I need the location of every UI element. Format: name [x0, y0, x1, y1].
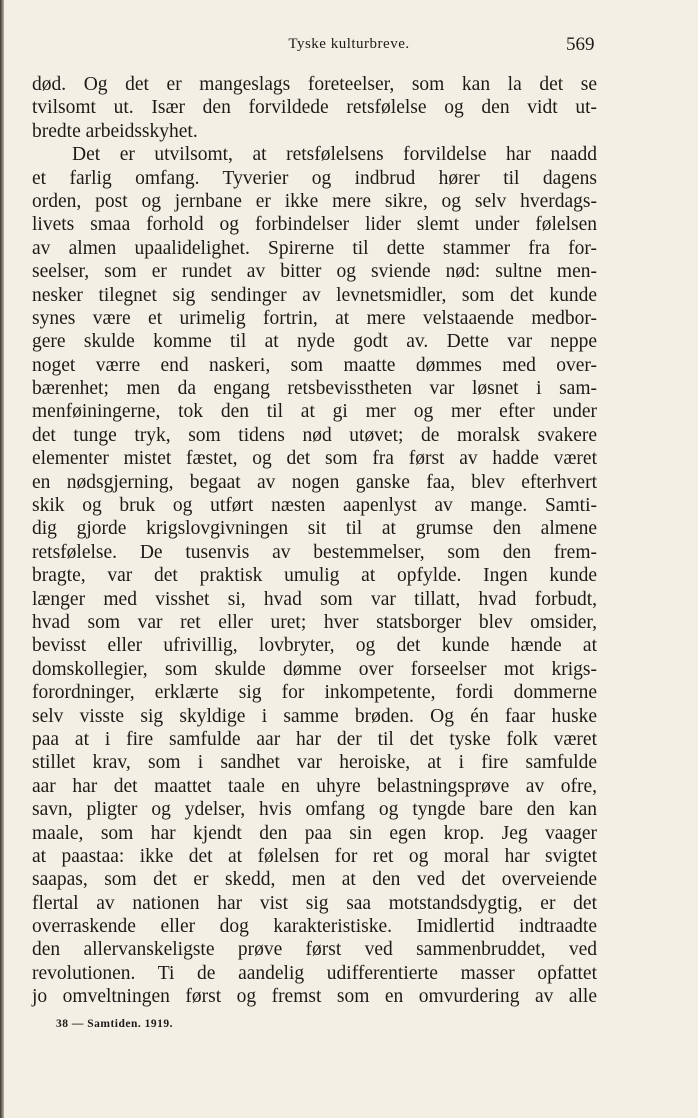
- text-line: nesker tilegnet sig sendinger av levnetsmidler, som det kunde: [32, 284, 597, 306]
- text-line: bærenhet; men da engang retsbevisstheten var løsnet i sam-: [32, 378, 597, 400]
- text-line: en nødsgjerning, begaat av nogen ganske faa, blev efterhvert: [32, 471, 597, 493]
- text-line: revolutionen. Ti de aandelig udifferentierte masser opfattet: [32, 962, 597, 984]
- text-line: længer med visshet si, hvad som var tillatt, hvad forbudt,: [32, 588, 597, 610]
- text-line: noget værre end naskeri, som maatte dømmes med over-: [32, 354, 597, 376]
- text-line: død. Og det er mangeslags foreteelser, som kan la det se: [32, 74, 597, 95]
- text-line: forordninger, erklærte sig for inkompetente, fordi dommerne: [32, 682, 597, 704]
- text-line: hvad som var ret eller uret; hver statsborger blev omsider,: [32, 611, 597, 633]
- text-line: retsfølelse. De tusenvis av bestemmelser, som den frem-: [32, 541, 597, 563]
- text-line: et farlig omfang. Tyverier og indbrud hører til dagens: [32, 167, 597, 189]
- text-line: livets smaa forhold og forbindelser lider slemt under følelsen: [32, 214, 597, 236]
- text-line: av almen upaalidelighet. Spirerne til dette stammer fra for-: [32, 237, 597, 259]
- text-line: savn, pligter og ydelser, hvis omfang og tyngde bare den kan: [32, 799, 597, 821]
- text-line: bevisst eller ufrivillig, lovbryter, og det kunde hænde at: [32, 635, 597, 657]
- text-line: aar har det maattet taale en uhyre belastningsprøve av ofre,: [32, 775, 597, 797]
- text-line: orden, post og jernbane er ikke mere sikre, og selv hverdags-: [32, 190, 597, 212]
- text-line: det tunge tryk, som tidens nød utøvet; de moralsk svakere: [32, 424, 597, 446]
- running-header-title: Tyske kulturbreve.: [288, 36, 410, 52]
- body-text: [32, 73, 597, 1009]
- text-line: stillet krav, som i sandhet var heroiske, at i fire samfulde: [32, 752, 597, 774]
- text-line: maale, som har kjendt den paa sin egen krop. Jeg vaager: [32, 822, 597, 844]
- text-line: flertal av nationen har vist sig saa motstandsdygtig, er det: [32, 892, 597, 914]
- text-line: tvilsomt ut. Især den forvildede retsfølelse og den vidt ut-: [32, 97, 597, 119]
- signature-mark: 38 — Samtiden. 1919.: [56, 1018, 174, 1030]
- text-line: menføiningerne, tok den til at gi mer og mer efter under: [32, 401, 597, 423]
- text-line: selv visste sig skyldige i samme brøden. Og én faar huske: [32, 705, 597, 727]
- text-line: domskollegier, som skulde dømme over forseelser mot krigs-: [32, 658, 597, 680]
- text-line: skik og bruk og utført næsten aapenlyst av mange. Samti-: [32, 495, 597, 517]
- text-line: bragte, var det praktisk umulig at opfylde. Ingen kunde: [32, 565, 597, 587]
- text-line: gere skulde komme til at nyde godt av. Dette var neppe: [32, 331, 597, 353]
- text-line: saapas, som det er skedd, men at den ved det overveiende: [32, 869, 597, 891]
- page-number: 569: [566, 34, 595, 55]
- text-line: overraskende eller dog karakteristiske. Imidlertid indtraadte: [32, 916, 597, 938]
- text-line: synes være et urimelig fortrin, at mere velstaaende medbor-: [32, 307, 597, 329]
- text-line: at paastaa: ikke det at følelsen for ret og moral har svigtet: [32, 845, 597, 867]
- text-line: paa at i fire samfulde aar har der til det tyske folk været: [32, 728, 597, 750]
- text-line: jo omveltningen først og fremst som en omvurdering av alle: [32, 986, 597, 1008]
- text-line: bredte arbeidsskyhet.: [32, 120, 198, 142]
- text-line: Det er utvilsomt, at retsfølelsens forvildelse har naadd: [72, 144, 597, 166]
- page-binding-edge: [0, 0, 4, 1118]
- text-line: dig gjorde krigslovgivningen sit til at grumse den almene: [32, 518, 597, 540]
- text-line: elementer mistet fæstet, og det som fra først av hadde været: [32, 448, 597, 470]
- text-line: den allervanskeligste prøve først ved sammenbruddet, ved: [32, 939, 597, 961]
- text-line: seelser, som er rundet av bitter og sviende nød: sultne men-: [32, 261, 597, 283]
